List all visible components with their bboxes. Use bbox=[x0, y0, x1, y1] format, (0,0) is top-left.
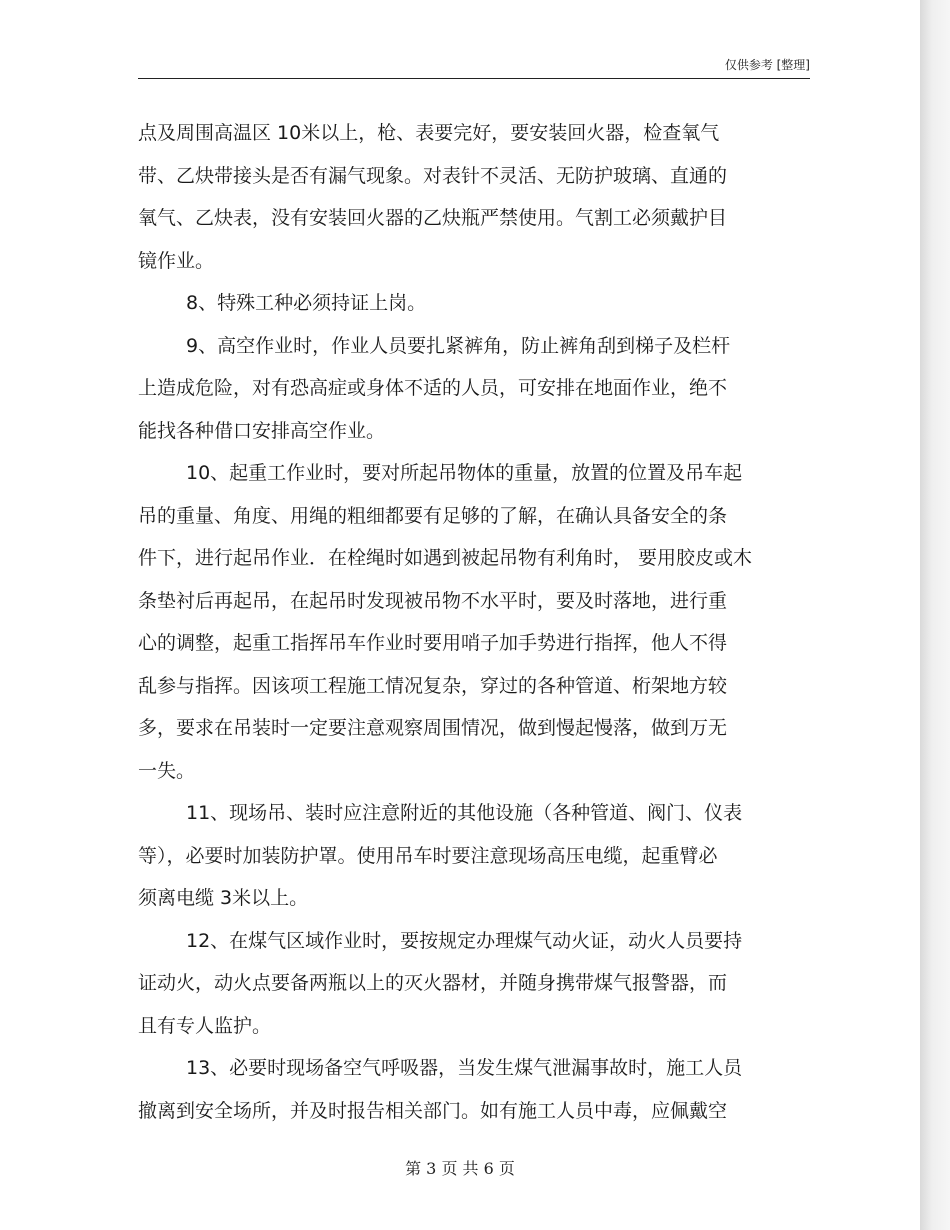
page-footer: 第 3 页 共 6 页 bbox=[405, 1159, 515, 1178]
text-line: 镜作业。 bbox=[138, 249, 215, 272]
text-line: 乱参与指挥。因该项工程施工情况复杂，穿过的各种管道、桁架地方较 bbox=[138, 674, 728, 697]
text-line: 须离电缆 3米以上。 bbox=[138, 887, 309, 909]
page-header bbox=[138, 54, 810, 79]
text-line: 能找各种借口安排高空作业。 bbox=[138, 419, 386, 442]
text-line: 条垫衬后再起吊，在起吊时发现被吊物不水平时，要及时落地，进行重 bbox=[138, 589, 728, 612]
paragraph-12-start: 12、在煤气区域作业时，要按规定办理煤气动火证，动火人员要持 bbox=[186, 929, 743, 952]
paragraph-9-start: 9、高空作业时，作业人员要扎紧裤角，防止裤角刮到梯子及栏杆 bbox=[186, 334, 731, 357]
text-line: 点及周围高温区 10米以上，枪、表要完好，要安装回火器，检查氧气 bbox=[138, 122, 720, 144]
text-line: 吊的重量、角度、用绳的粗细都要有足够的了解，在确认具备安全的条 bbox=[138, 504, 728, 527]
text-line: 证动火，动火点要备两瓶以上的灭火器材，并随身携带煤气报警器，而 bbox=[138, 972, 728, 994]
header-text: 仅供参考 [整理] bbox=[724, 58, 810, 72]
paragraph-11-start: 11、现场吊、装时应注意附近的其他设施（各种管道、阀门、仪表 bbox=[186, 802, 743, 824]
text-line: 等），必要时加装防护罩。使用吊车时要注意现场高压电缆，起重臂必 bbox=[138, 844, 718, 867]
document-body bbox=[138, 112, 810, 1132]
text-line: 氧气、乙炔表，没有安装回火器的乙炔瓶严禁使用。气割工必须戴护目 bbox=[138, 207, 728, 229]
page-edge-shadow bbox=[920, 0, 950, 1230]
text-line: 且有专人监护。 bbox=[138, 1014, 272, 1037]
paragraph-10-start: 10、起重工作业时，要对所起吊物体的重量，放置的位置及吊车起 bbox=[186, 462, 743, 484]
paragraph-13-start: 13、必要时现场备空气呼吸器，当发生煤气泄漏事故时，施工人员 bbox=[186, 1057, 743, 1079]
text-line: 上造成危险，对有恐高症或身体不适的人员，可安排在地面作业，绝不 bbox=[138, 377, 728, 399]
text-line: 撤离到安全场所，并及时报告相关部门。如有施工人员中毒，应佩戴空 bbox=[138, 1099, 728, 1122]
paragraph-8: 8、特殊工种必须持证上岗。 bbox=[186, 292, 427, 314]
text-line: 一失。 bbox=[138, 759, 196, 782]
text-line: 心的调整，起重工指挥吊车作业时要用哨子加手势进行指挥，他人不得 bbox=[138, 632, 728, 654]
text-line: 带、乙炔带接头是否有漏气现象。对表针不灵活、无防护玻璃、直通的 bbox=[138, 164, 728, 187]
text-line: 件下，进行起吊作业．在栓绳时如遇到被起吊物有利角时， 要用胶皮或木 bbox=[138, 547, 753, 569]
text-line: 多，要求在吊装时一定要注意观察周围情况，做到慢起慢落，做到万无 bbox=[138, 717, 728, 739]
